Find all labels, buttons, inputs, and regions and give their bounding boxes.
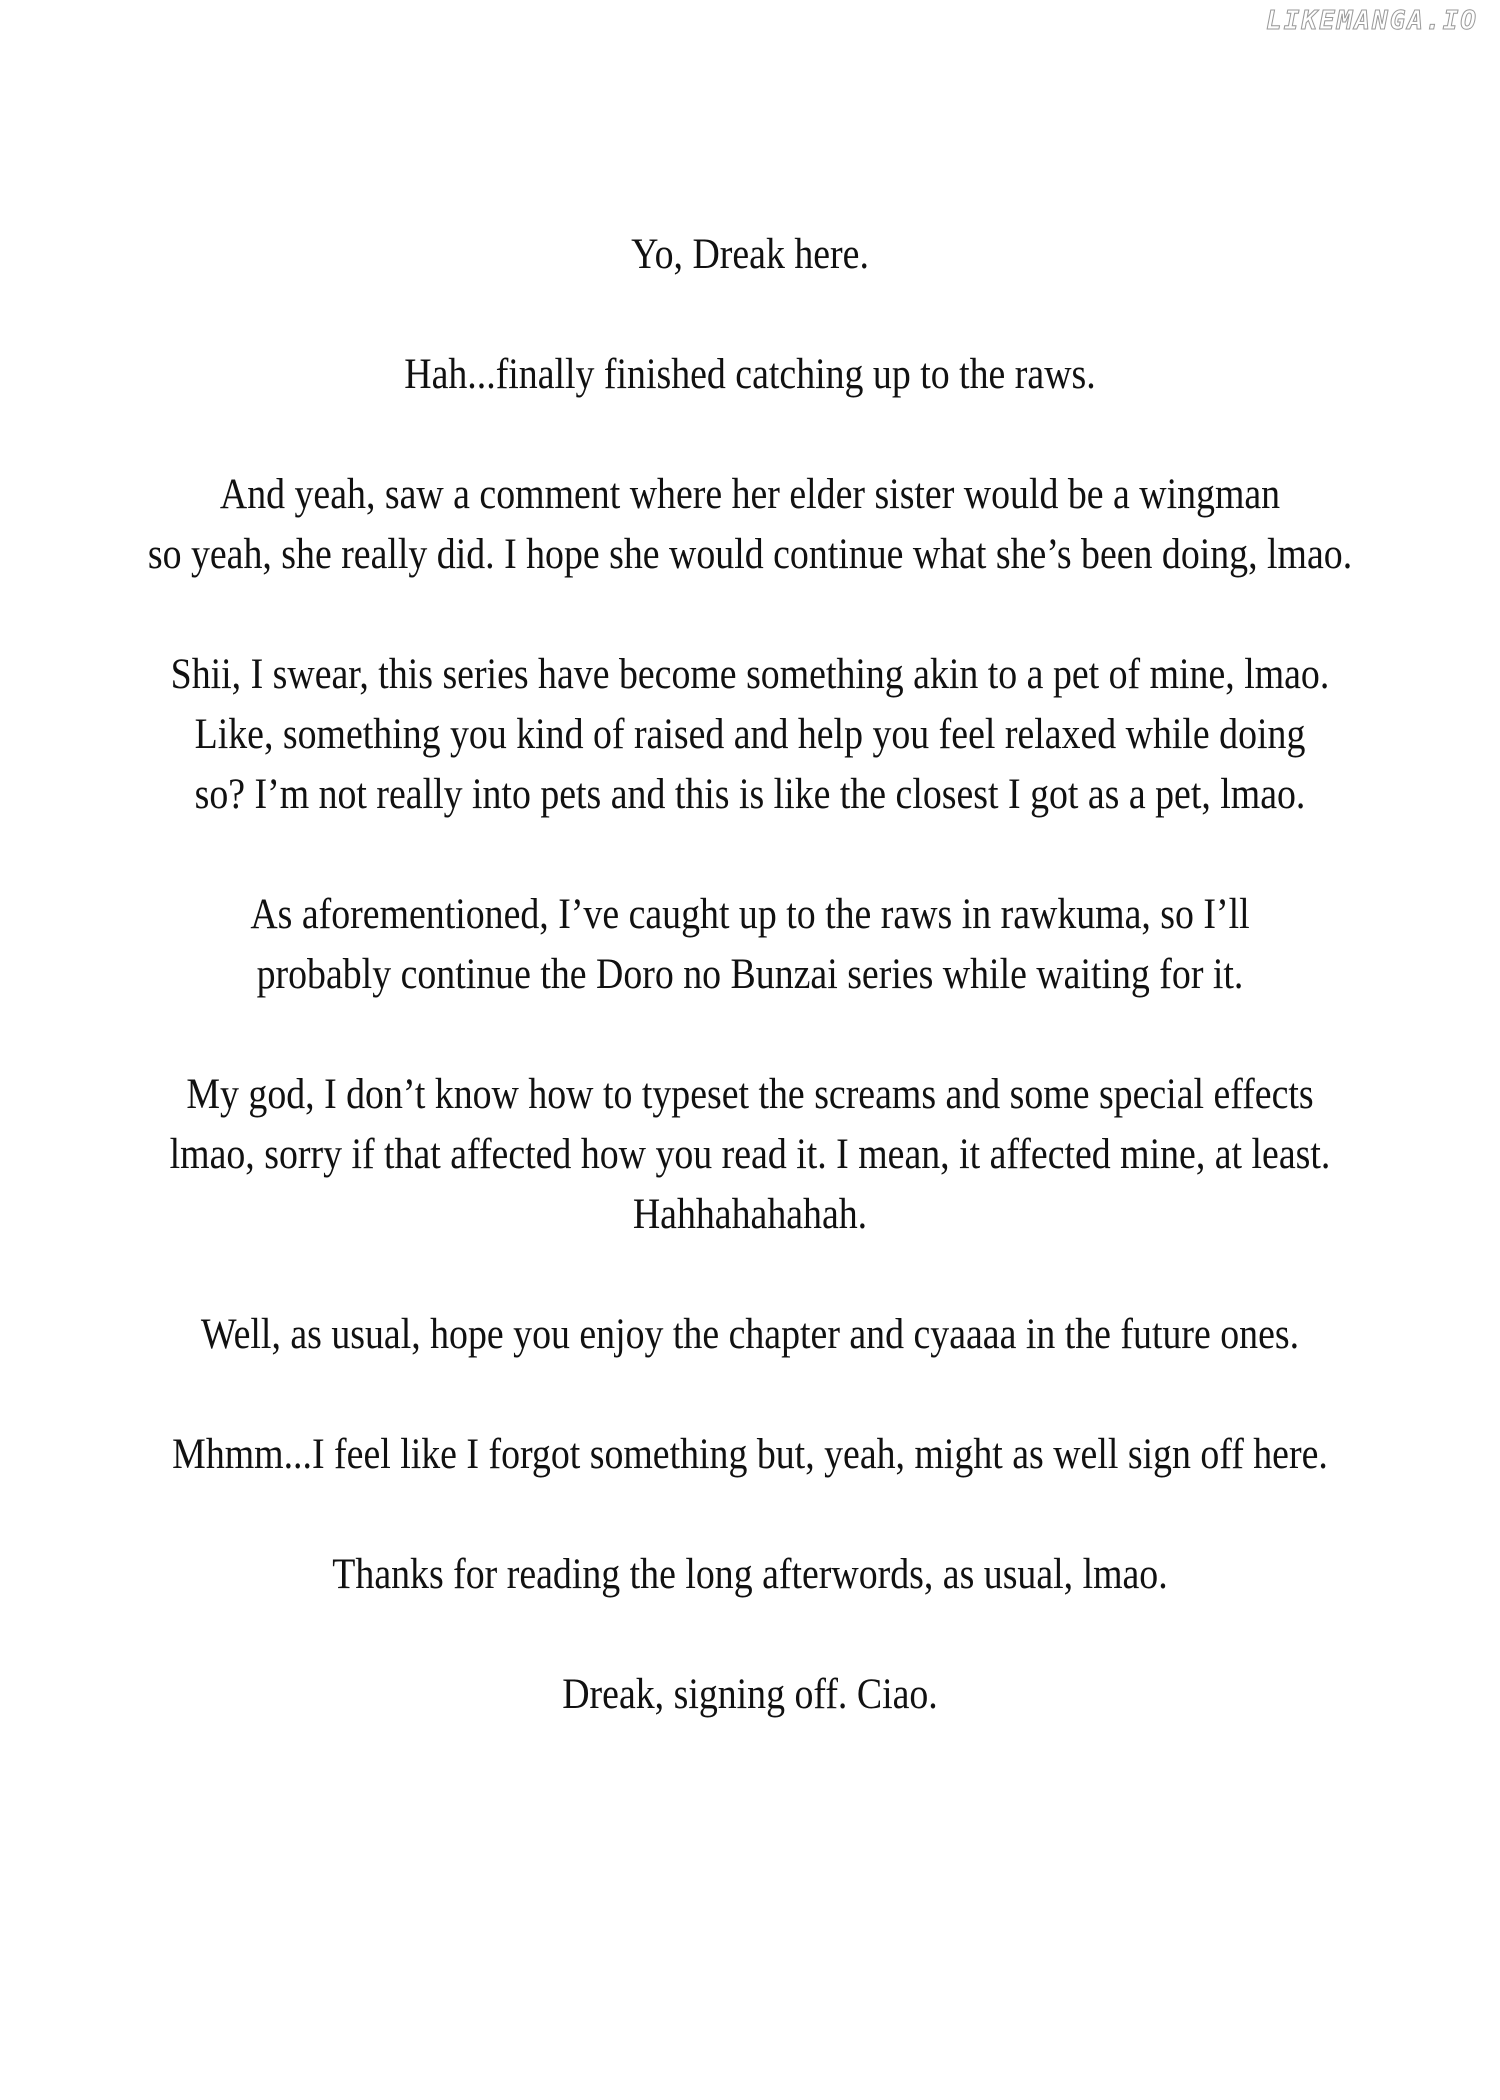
paragraph-typesetting	[90, 1065, 1410, 1245]
text-line: Like, something you kind of raised and help you feel relaxed while doing	[194, 711, 1306, 758]
text-line: so yeah, she really did. I hope she would continue what she’s been doing, lmao.	[147, 531, 1353, 578]
text-line: Dreak, signing off. Ciao.	[562, 1671, 938, 1718]
text-line: Hahhahahahah.	[632, 1191, 868, 1238]
text-line: Thanks for reading the long afterwords, as usual, lmao.	[332, 1551, 1168, 1598]
paragraph-thanks	[90, 1545, 1410, 1605]
text-line: so? I’m not really into pets and this is like the closest I got as a pet, lmao.	[194, 771, 1306, 818]
text-line: probably continue the Doro no Bunzai series while waiting for it.	[256, 951, 1244, 998]
text-line: Mhmm...I feel like I forgot something but, yeah, might as well sign off here.	[172, 1431, 1328, 1478]
text-line: Hah...finally finished catching up to the raws.	[404, 351, 1096, 398]
paragraph-enjoy	[90, 1305, 1410, 1365]
text-line: As aforementioned, I’ve caught up to the raws in rawkuma, so I’ll	[250, 891, 1250, 938]
paragraph-elder-sister	[90, 465, 1410, 585]
paragraph-greeting	[90, 225, 1410, 285]
text-line: And yeah, saw a comment where her elder sister would be a wingman	[219, 471, 1281, 518]
text-line: Well, as usual, hope you enjoy the chapter and cyaaaa in the future ones.	[200, 1311, 1300, 1358]
paragraph-forgot	[90, 1425, 1410, 1485]
site-watermark: LIKEMANGA.IO	[1266, 6, 1478, 36]
text-line: lmao, sorry if that affected how you read it. I mean, it affected mine, at least.	[169, 1131, 1331, 1178]
text-line: Shii, I swear, this series have become something akin to a pet of mine, lmao.	[170, 651, 1330, 698]
afterword-text	[90, 225, 1410, 1785]
text-line: Yo, Dreak here.	[631, 231, 869, 278]
text-line: My god, I don’t know how to typeset the screams and some special effects	[186, 1071, 1314, 1118]
paragraph-caught-up	[90, 345, 1410, 405]
paragraph-next-series	[90, 885, 1410, 1005]
paragraph-signoff	[90, 1665, 1410, 1725]
paragraph-pet	[90, 645, 1410, 825]
